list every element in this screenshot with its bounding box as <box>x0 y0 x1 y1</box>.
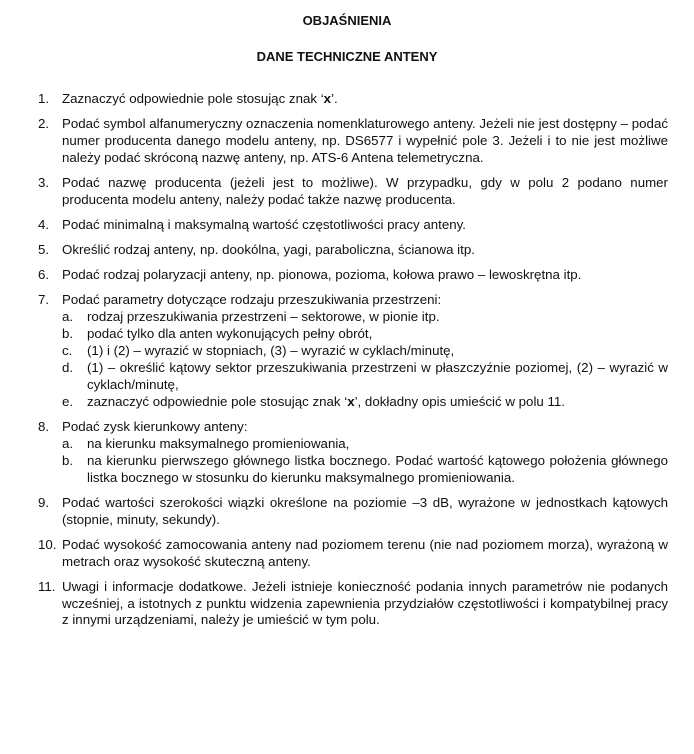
item-number: 4. <box>38 217 50 232</box>
list-item <box>38 579 668 630</box>
explanations-list <box>38 91 668 638</box>
list-item <box>38 116 668 167</box>
sub-item-letter: a. <box>62 435 74 451</box>
item-number: 2. <box>38 116 50 132</box>
sub-item-letter: b. <box>62 326 74 342</box>
sub-item <box>62 309 668 326</box>
item-text: Podać nazwę producenta (jeżeli jest to możliwe). W przypadku, gdy w polu 2 podano numer producenta modelu anteny, należy podać także nazwę producenta. <box>62 175 668 207</box>
item-number: 1. <box>38 91 50 106</box>
item-number: 5. <box>38 242 50 258</box>
list-item <box>38 292 668 410</box>
item-number: 8. <box>38 418 50 434</box>
sub-item <box>62 343 668 360</box>
list-item <box>38 175 668 209</box>
item-number: 9. <box>38 494 50 510</box>
sub-item-letter: b. <box>62 452 74 468</box>
sub-item-text: zaznaczyć odpowiednie pole stosując znak ‘x’, dokładny opis umieścić w polu 11. <box>87 393 565 409</box>
list-item <box>38 217 668 234</box>
sub-item-text: (1) – określić kątowy sektor przeszukiwania przestrzeni w płaszczyźnie poziomej, (2) – wyrazić w cyklach/minutę, <box>87 359 668 392</box>
item-text: Podać zysk kierunkowy anteny: <box>62 418 248 434</box>
item-number: 6. <box>38 267 50 283</box>
sub-item-letter: e. <box>62 393 74 409</box>
item-text: Zaznaczyć odpowiednie pole stosując znak ‘x’. <box>62 91 338 106</box>
list-item <box>38 267 668 284</box>
item-number: 7. <box>38 292 50 308</box>
item-text: Uwagi i informacje dodatkowe. Jeżeli istnieje konieczność podania innych parametrów nie podanych wcześniej, a istotnych z punktu widzenia zapewnienia przydziałów częstotliwości i kompatybilnej pracy z innymi urządzeniami, należy je umieścić w tym polu. <box>62 578 668 628</box>
list-item <box>38 419 668 487</box>
sub-item-letter: c. <box>62 343 73 358</box>
sub-item <box>62 326 668 343</box>
item-text: Określić rodzaj anteny, np. dookólna, yagi, paraboliczna, ścianowa itp. <box>62 242 475 258</box>
sub-item-text: (1) i (2) – wyrazić w stopniach, (3) – wyrazić w cyklach/minutę, <box>87 343 455 358</box>
item-number: 10. <box>38 536 57 552</box>
item-body <box>62 292 668 410</box>
sub-item <box>62 394 668 411</box>
item-text: Podać rodzaj polaryzacji anteny, np. pionowa, pozioma, kołowa prawo – lewoskrętna itp. <box>62 267 582 283</box>
sub-item-text: rodzaj przeszukiwania przestrzeni – sektorowe, w pionie itp. <box>87 309 440 325</box>
item-text: Podać wysokość zamocowania anteny nad poziomem terenu (nie nad poziomem morza), wyrażoną w metrach oraz wysokość skuteczną anteny. <box>62 536 668 569</box>
sub-item <box>62 360 668 394</box>
list-item <box>38 537 668 571</box>
document-title: OBJAŚNIENIA <box>302 13 392 28</box>
item-text: Podać symbol alfanumeryczny oznaczenia nomenklaturowego anteny. Jeżeli nie jest dostępny – podać numer producenta danego modelu anteny, np. DS6577 i wypełnić pole 3. Jeżeli i to nie jest możliwe należy podać skróconą nazwę anteny, np. ATS-6 Antena telemetryczna. <box>62 116 668 165</box>
list-item <box>38 242 668 259</box>
item-number: 3. <box>38 175 50 190</box>
sub-item-letter: d. <box>62 359 74 375</box>
sub-item <box>62 453 668 487</box>
item-number: 11. <box>38 578 56 594</box>
list-item <box>38 91 668 108</box>
sub-item-text: na kierunku pierwszego głównego listka bocznego. Podać wartość kątowego położenia głównego listka bocznego w stosunku do kierunku maksymalnego promieniowania. <box>87 452 668 485</box>
sub-item-text: na kierunku maksymalnego promieniowania, <box>87 435 350 451</box>
section-title: DANE TECHNICZNE ANTENY <box>256 49 438 64</box>
sub-item <box>62 436 668 453</box>
item-text: Podać wartości szerokości wiązki określone na poziomie –3 dB, wyrażone w jednostkach kątowych (stopnie, minuty, sekundy). <box>62 494 668 527</box>
item-body <box>62 419 668 487</box>
item-text: Podać minimalną i maksymalną wartość częstotliwości pracy anteny. <box>62 217 466 232</box>
item-text: Podać parametry dotyczące rodzaju przeszukiwania przestrzeni: <box>62 292 442 308</box>
sub-item-text: podać tylko dla anten wykonujących pełny obrót, <box>87 326 373 342</box>
list-item <box>38 495 668 529</box>
sub-item-letter: a. <box>62 309 74 325</box>
